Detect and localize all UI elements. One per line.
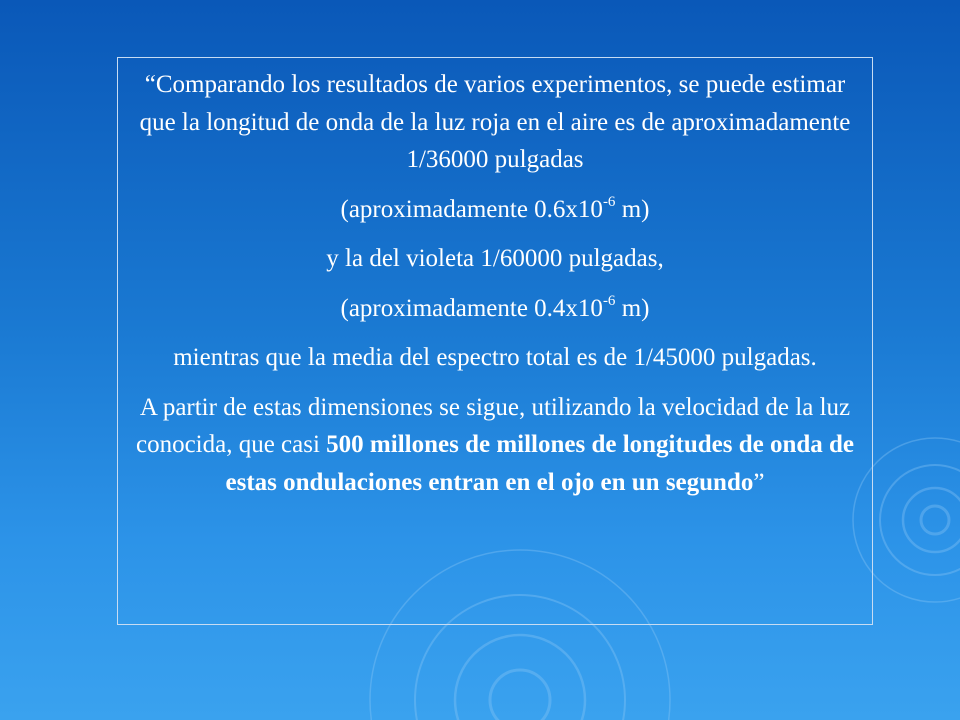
closing-quote: ”: [753, 468, 765, 496]
red-exponent: -6: [602, 194, 616, 211]
violet-line: y la del violeta 1/60000 pulgadas,: [326, 245, 664, 272]
red-wavelength-line: [132, 191, 858, 229]
red-suffix: m): [615, 195, 650, 223]
violet-suffix: m): [615, 294, 650, 322]
violet-exponent: -6: [602, 293, 616, 310]
intro-paragraph: “Comparando los resultados de varios experimentos, se puede estimar que la longitud de onda de la luz roja en el aire es de aproximadamente 1/36000 pulgadas: [139, 71, 851, 173]
quote-box: [117, 57, 873, 625]
conclusion-normal: A partir de estas dimensiones se sigue, utilizando la velocidad de la luz conocida, que casi: [135, 393, 851, 458]
violet-wavelength-line: [132, 290, 858, 328]
mean-spectrum-paragraph: mientras que la media del espectro total es de 1/45000 pulgadas.: [173, 344, 817, 371]
violet-prefix: (aproximadamente 0.4x10: [340, 294, 603, 322]
red-prefix: (aproximadamente 0.6x10: [340, 195, 603, 223]
conclusion-bold: 500 millones de millones de longitudes de onda de estas ondulaciones entran en el ojo en un segundo: [225, 431, 855, 496]
conclusion-paragraph: [132, 389, 858, 502]
